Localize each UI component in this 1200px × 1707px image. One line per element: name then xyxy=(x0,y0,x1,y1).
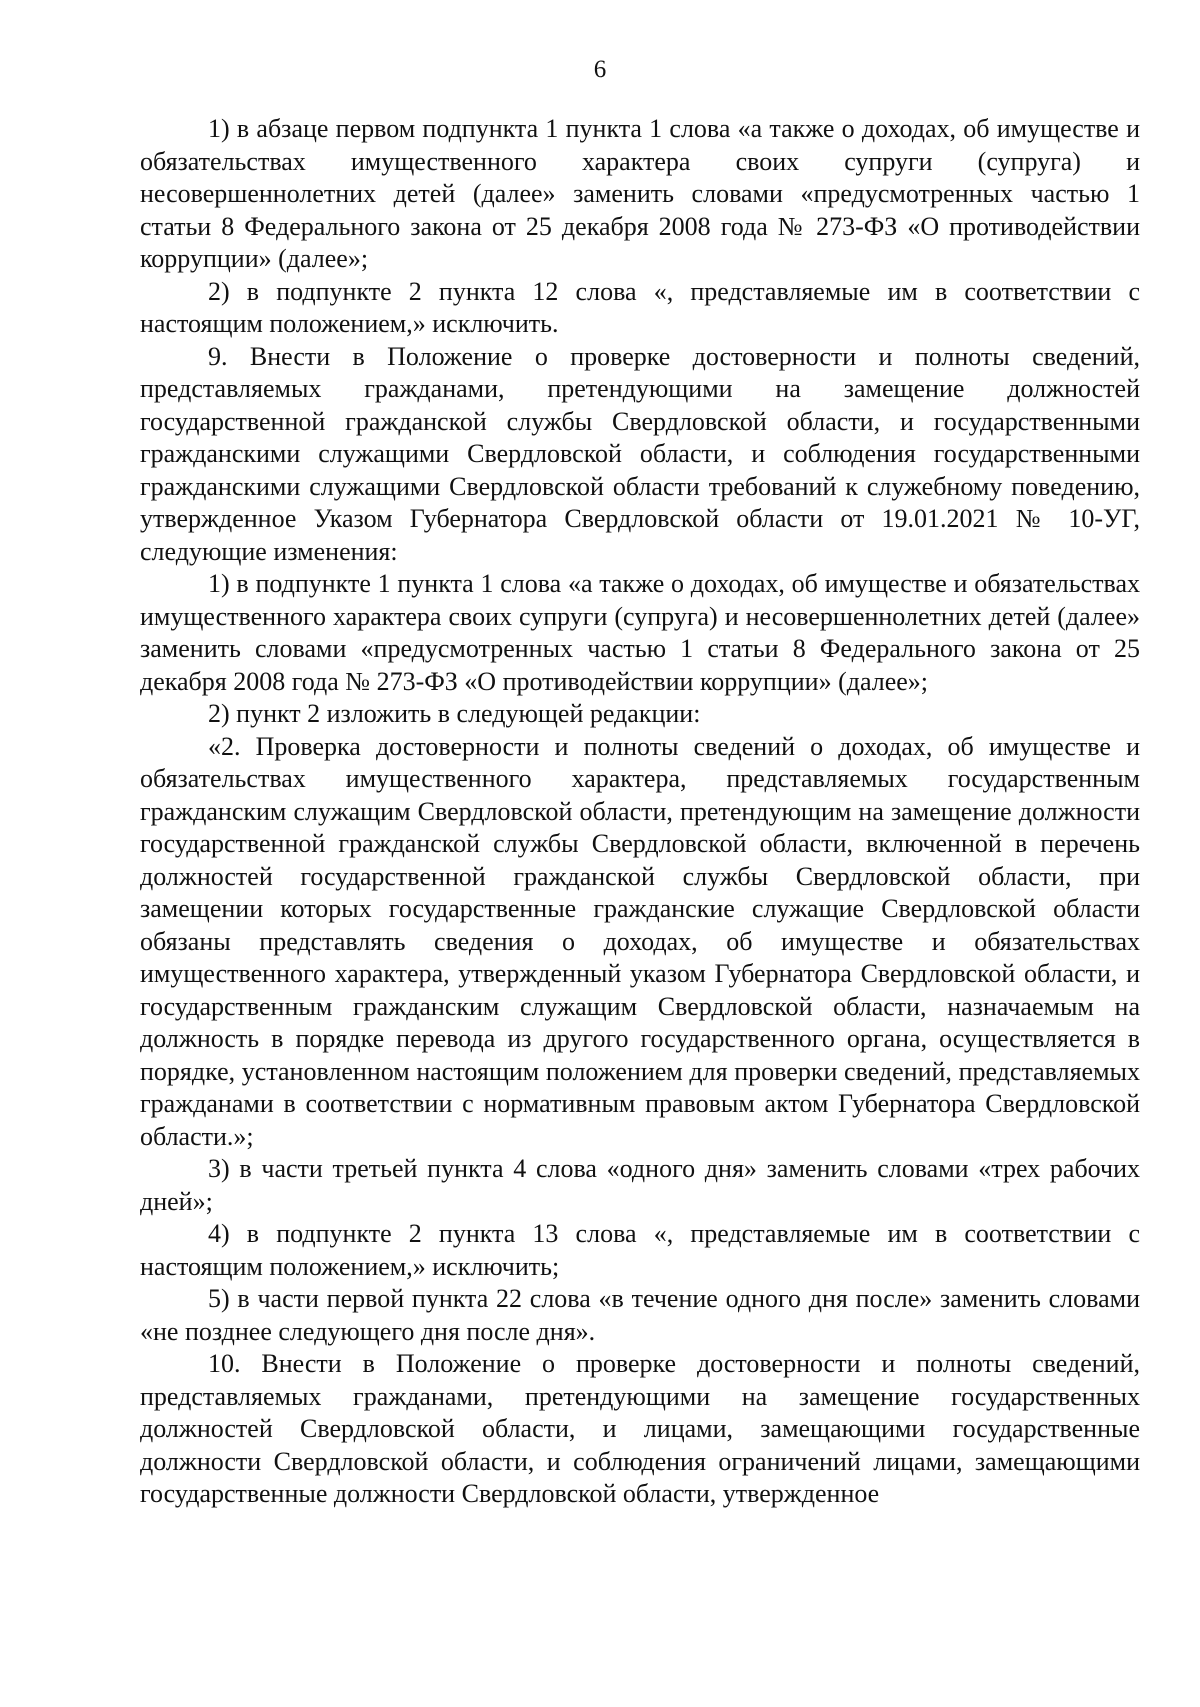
paragraph-quoted-new-text: «2. Проверка достоверности и полноты сведений о доходах, об имуществе и обязательствах имущественного характера, представляемых государственным гражданским служащим Свердловской области, претендующим на замещение должности государственной гражданской службы Свердловской области, включенной в перечень должностей государственной гражданской службы Свердловской области, при замещении которых государственные гражданские служащие Свердловской области обязаны представлять сведения о доходах, об имуществе и обязательствах имущественного характера, утвержденный указом Губернатора Свердловской области, и государственным гражданским служащим Свердловской области, назначаемым на должность в порядке перевода из другого государственного органа, осуществляется в порядке, установленном настоящим положением для проверки сведений, представляемых гражданами в соответствии с нормативным правовым актом Губернатора Свердловской области.»; xyxy=(140,731,1140,1151)
paragraph-item-10: 10. Внести в Положение о проверке достоверности и полноты сведений, представляемых гражданами, претендующими на замещение государственных должностей Свердловской области, и лицами, замещающими государственные должности Свердловской области, и соблюдения ограничений лицами, замещающими государственные должности Свердловской области, утвержденное xyxy=(140,1349,1140,1508)
paragraph-item-9-subitem-4: 4) в подпункте 2 пункта 13 слова «, представляемые им в соответствии с настоящим положением,» исключить; xyxy=(140,1219,1140,1281)
paragraph-subitem-1-amendment: 1) в абзаце первом подпункта 1 пункта 1 слова «а также о доходах, об имуществе и обязательствах имущественного характера своих супруги (супруга) и несовершеннолетних детей (далее» заменить словами «предусмотренных частью 1 статьи 8 Федерального закона от 25 декабря 2008 года № 273-ФЗ «О противодействии коррупции» (далее»; xyxy=(140,114,1140,273)
document-body xyxy=(140,113,1140,1511)
paragraph-item-9-subitem-1: 1) в подпункте 1 пункта 1 слова «а также о доходах, об имуществе и обязательствах имущественного характера своих супруги (супруга) и несовершеннолетних детей (далее» заменить словами «предусмотренных частью 1 статьи 8 Федерального закона от 25 декабря 2008 года № 273-ФЗ «О противодействии коррупции» (далее»; xyxy=(140,569,1140,696)
page-number: 6 xyxy=(593,56,607,83)
paragraph-item-9: 9. Внести в Положение о проверке достоверности и полноты сведений, представляемых гражданами, претендующими на замещение должностей государственной гражданской службы Свердловской области, и государственными гражданскими служащими Свердловской области, и соблюдения государственными гражданскими служащими Свердловской области требований к служебному поведению, утвержденное Указом Губернатора Свердловской области от 19.01.2021 № 10-УГ, следующие изменения: xyxy=(140,341,1140,566)
paragraph-item-9-subitem-5: 5) в части первой пункта 22 слова «в течение одного дня после» заменить словами «не позднее следующего дня после дня». xyxy=(140,1284,1140,1346)
paragraph-item-9-subitem-2: 2) пункт 2 изложить в следующей редакции: xyxy=(208,699,701,728)
paragraph-subitem-2-amendment: 2) в подпункте 2 пункта 12 слова «, представляемые им в соответствии с настоящим положением,» исключить. xyxy=(140,276,1140,338)
paragraph-item-9-subitem-3: 3) в части третьей пункта 4 слова «одного дня» заменить словами «трех рабочих дней»; xyxy=(140,1154,1140,1216)
